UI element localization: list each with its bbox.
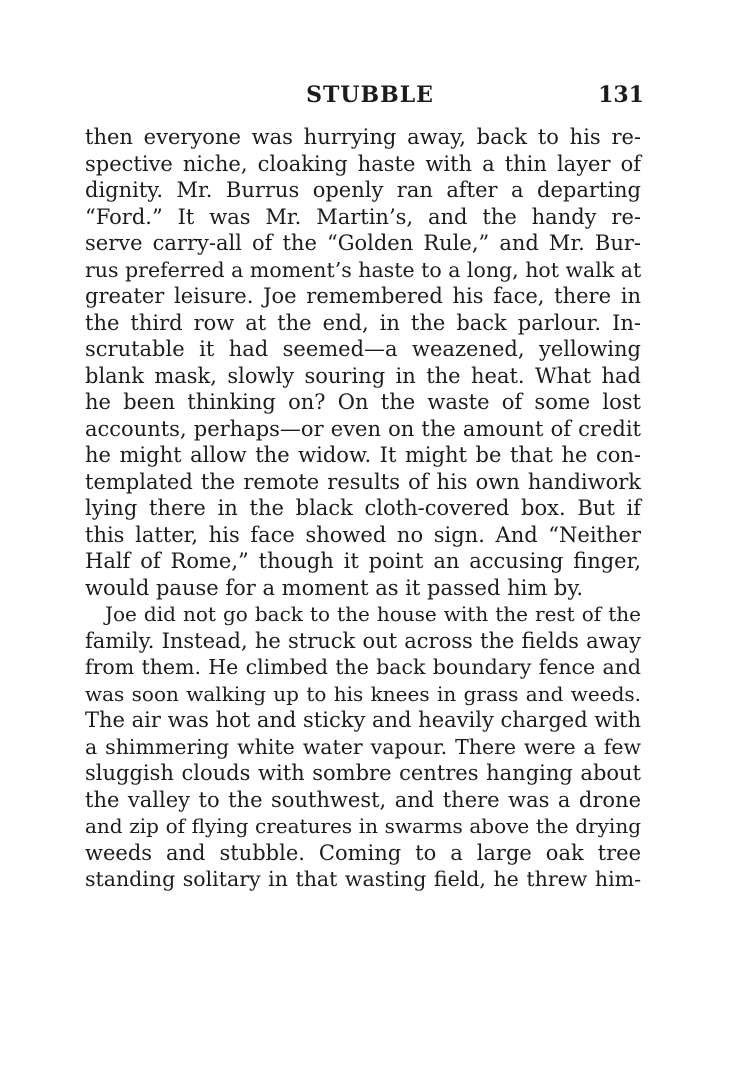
text-line: lying there in the black cloth-covered box. But if bbox=[85, 496, 641, 520]
body-text bbox=[85, 124, 641, 893]
text-line: he been thinking on? On the waste of some lost bbox=[85, 390, 641, 414]
text-line: scrutable it had seemed—a weazened, yellowing bbox=[85, 337, 641, 361]
text-line: the third row at the end, in the back parlour. In- bbox=[85, 310, 641, 335]
text-line: rus preferred a moment’s haste to a long, hot walk at bbox=[85, 257, 642, 282]
text-line: accounts, perhaps—or even on the amount of credit bbox=[85, 416, 641, 441]
page-number: 131 bbox=[598, 82, 644, 108]
text-line: greater leisure. Joe remembered his face, there in bbox=[85, 284, 641, 308]
text-line: from them. He climbed the back boundary fence and bbox=[85, 655, 641, 679]
text-line: he might allow the widow. It might be that he con- bbox=[85, 443, 641, 467]
text-line: and zip of flying creatures in swarms above the drying bbox=[85, 814, 641, 838]
text-line: family. Instead, he struck out across the fields away bbox=[85, 628, 641, 653]
text-line: would pause for a moment as it passed him by. bbox=[85, 575, 584, 600]
text-line: a shimmering white water vapour. There were a few bbox=[85, 734, 641, 759]
text-line: Joe did not go back to the house with the rest of the bbox=[105, 602, 641, 626]
text-line: the valley to the southwest, and there was a drone bbox=[85, 787, 641, 812]
text-line: then everyone was hurrying away, back to his re- bbox=[85, 125, 641, 149]
running-title: STUBBLE bbox=[306, 82, 434, 108]
text-line: blank mask, slowly souring in the heat. What had bbox=[85, 363, 641, 388]
text-line: templated the remote results of his own handiwork bbox=[85, 469, 641, 494]
text-line: serve carry-all of the “Golden Rule,” and Mr. Bur- bbox=[85, 231, 641, 255]
text-line: spective niche, cloaking haste with a thin layer of bbox=[85, 151, 641, 176]
text-line: Half of Rome,” though it point an accusing finger, bbox=[85, 549, 641, 573]
text-line: The air was hot and sticky and heavily charged with bbox=[85, 708, 641, 732]
text-line: was soon walking up to his knees in grass and weeds. bbox=[85, 681, 641, 706]
text-line: sluggish clouds with sombre centres hanging about bbox=[85, 761, 641, 785]
text-line: this latter, his face showed no sign. And “Neither bbox=[85, 522, 641, 547]
text-line: standing solitary in that wasting field, he threw him- bbox=[85, 867, 641, 891]
text-line: weeds and stubble. Coming to a large oak tree bbox=[85, 840, 641, 865]
text-line: dignity. Mr. Burrus openly ran after a departing bbox=[85, 178, 641, 202]
text-line: “Ford.” It was Mr. Martin’s, and the handy re- bbox=[85, 204, 641, 229]
